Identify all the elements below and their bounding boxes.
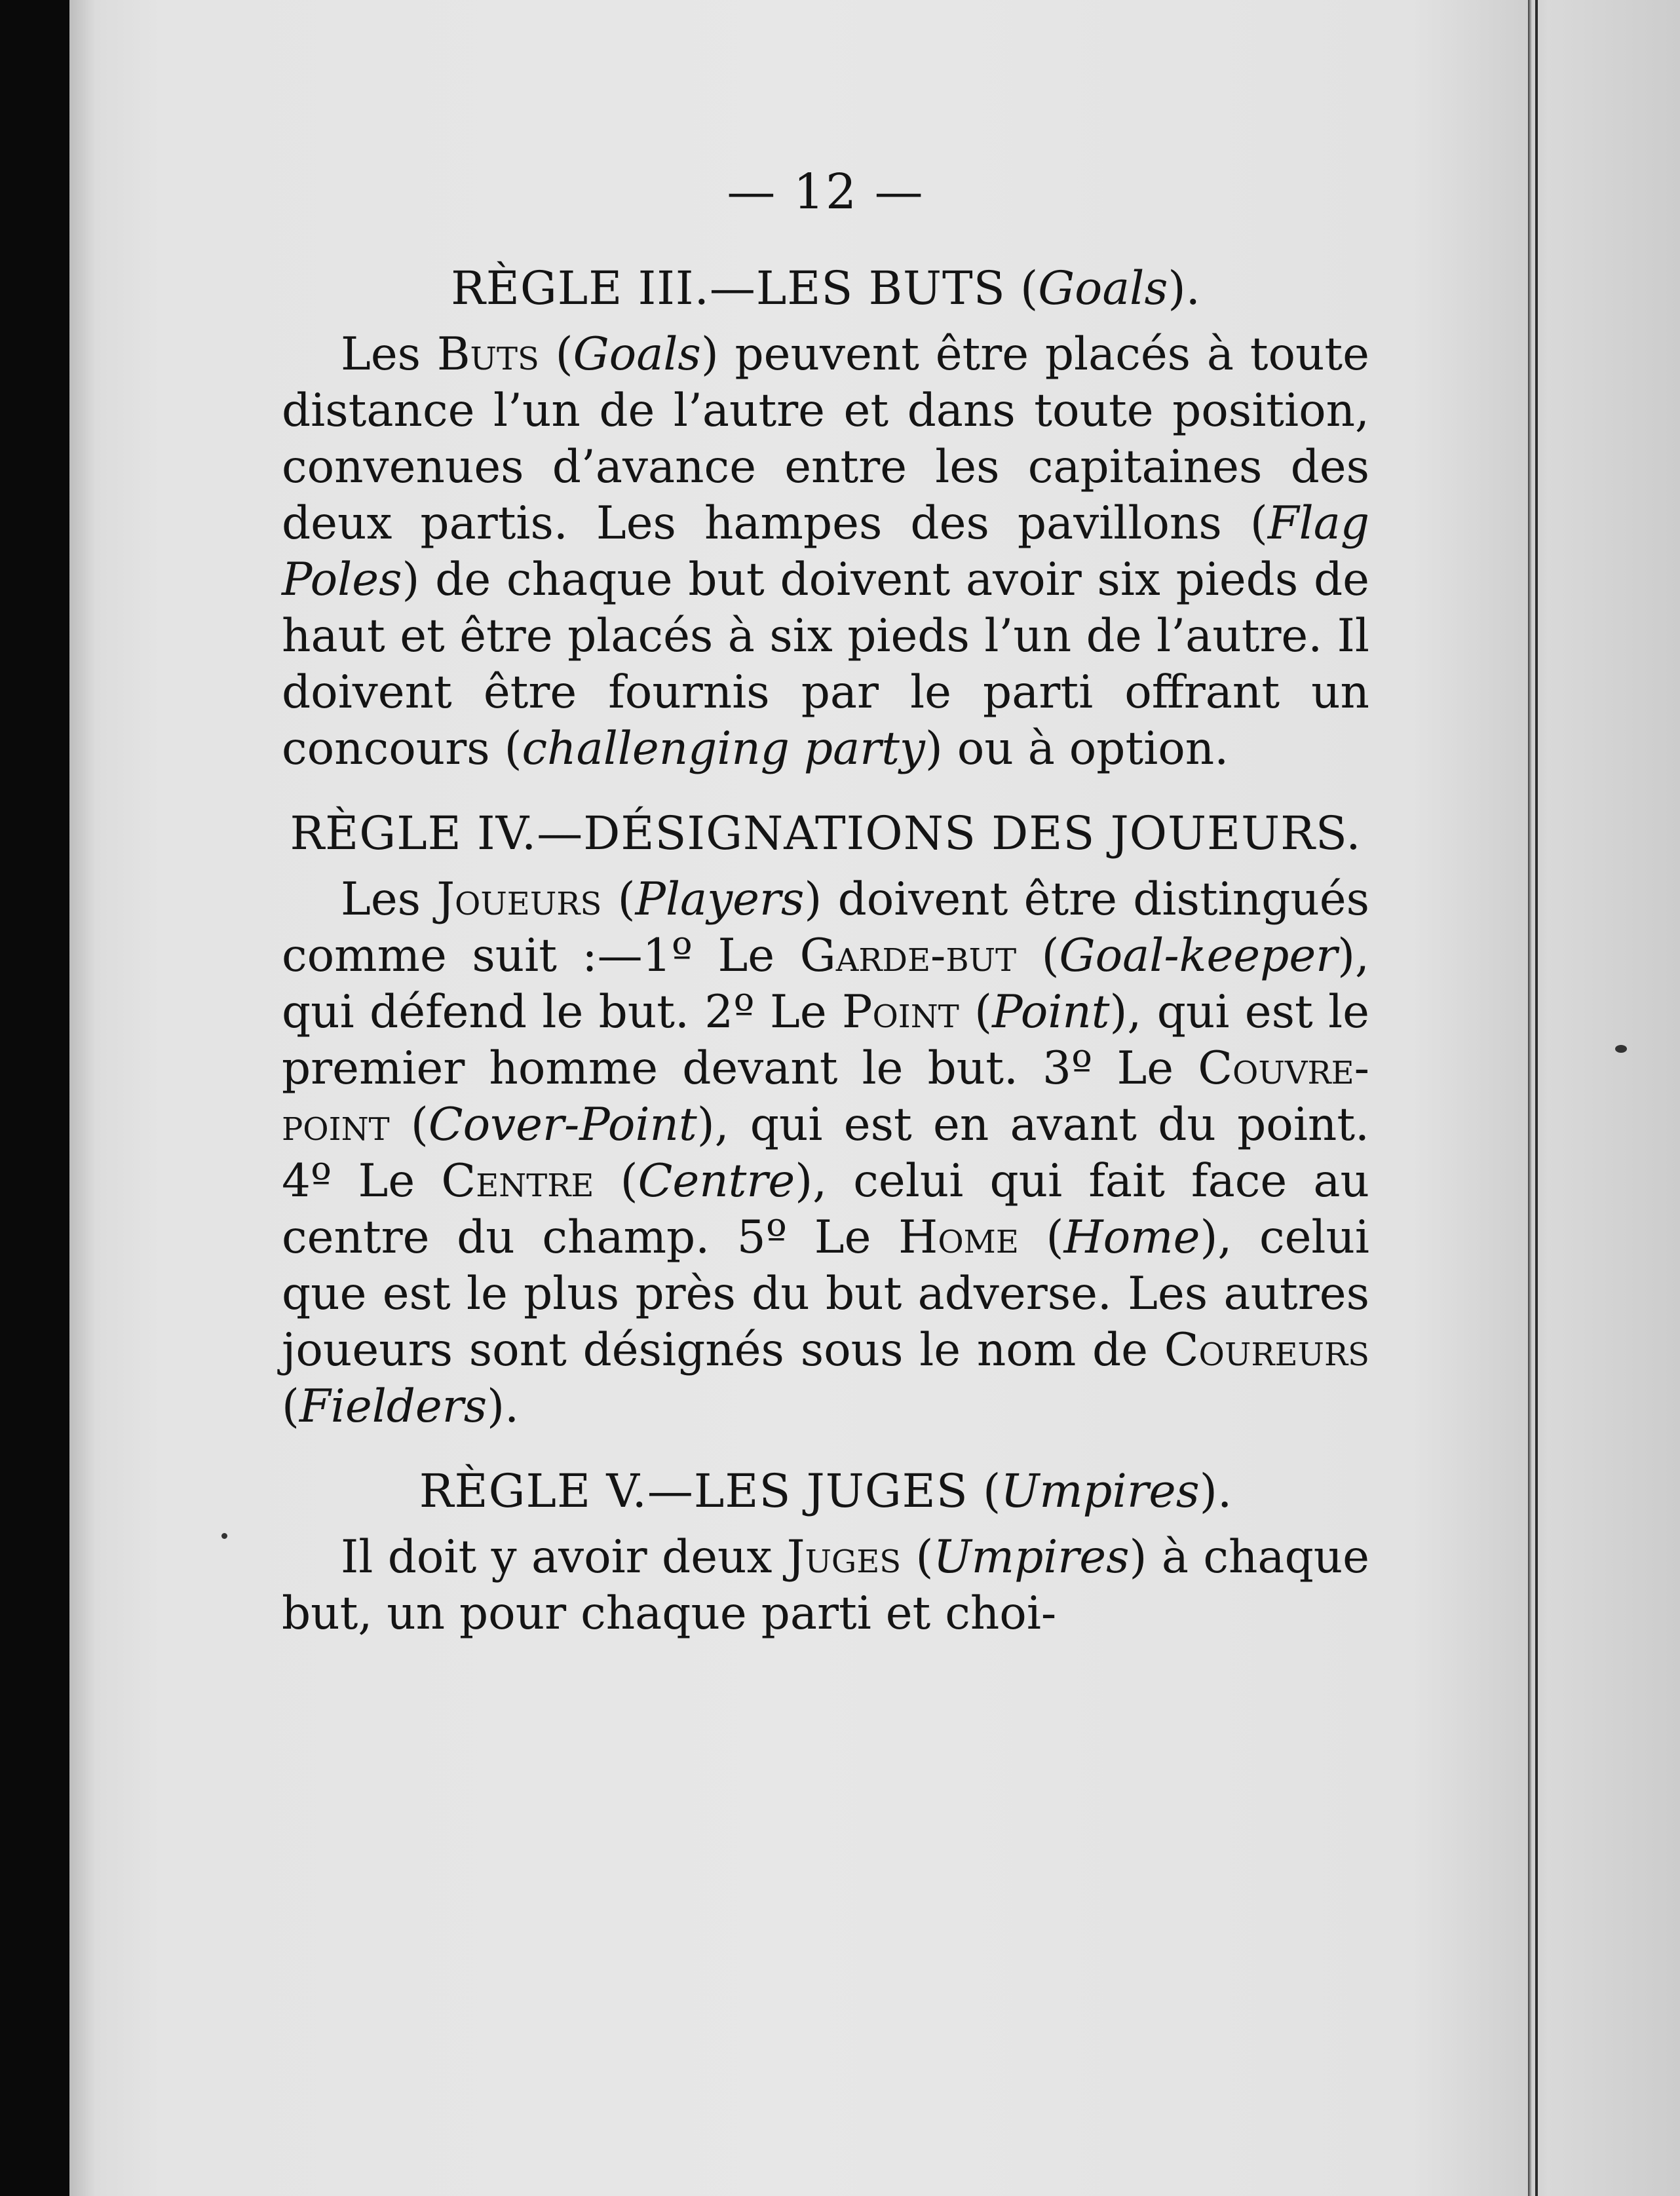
paragraph-text: (	[959, 986, 993, 1038]
defined-term: Garde-but	[799, 930, 1017, 982]
rule-paragraph	[282, 326, 1369, 777]
paragraph-text: ) ou à option.	[925, 723, 1229, 775]
paragraph-text: ) de chaque but doivent avoir six pieds de haut et être placés à six pieds l’un de l’autre. Il doivent être fournis par le parti offrant un concours (	[282, 554, 1369, 775]
paragraph-text: Les	[341, 328, 437, 381]
paragraph-text: (	[901, 1531, 934, 1583]
paragraph-text: Les	[341, 873, 437, 926]
defined-term: Buts	[436, 328, 539, 381]
page-content	[282, 164, 1369, 1669]
paragraph-text: ), celui qui fait face au centre du champ. 5º Le	[282, 1155, 1369, 1264]
english-term: Flag Poles	[282, 497, 1369, 606]
english-term: Home	[1063, 1211, 1200, 1264]
english-term: Centre	[638, 1155, 795, 1207]
english-term: Umpires	[933, 1531, 1130, 1583]
paragraph-text: ), qui défend le but. 2º Le	[282, 930, 1369, 1038]
rule-heading-label: RÈGLE V.—LES JUGES	[419, 1464, 968, 1518]
paragraph-text: (	[389, 1099, 429, 1151]
english-term: Cover-Point	[428, 1099, 697, 1151]
adjacent-page-edge	[1528, 0, 1680, 2196]
rule-heading: RÈGLE III.—LES BUTS (Goals).	[451, 261, 1200, 315]
english-term: Players	[635, 873, 805, 926]
english-term: Goals	[573, 328, 701, 381]
paragraph-text: (	[282, 1380, 299, 1433]
paragraph-text: ) doivent être distingués comme suit :—1º Le	[282, 873, 1369, 982]
english-term: Fielders	[299, 1380, 487, 1433]
rule-heading-english-term: Umpires	[1001, 1464, 1200, 1518]
rule-heading: RÈGLE V.—LES JUGES (Umpires).	[419, 1464, 1232, 1518]
paragraph-text: (	[1016, 930, 1060, 982]
ink-speck	[1615, 1045, 1627, 1053]
paragraph-text: (	[539, 328, 573, 381]
defined-term: Home	[898, 1211, 1019, 1264]
paragraph-text: (	[601, 873, 636, 926]
paragraph-text: ), qui est le premier homme devant le but. 3º Le	[282, 986, 1370, 1095]
rule-heading-label: RÈGLE III.—LES BUTS	[451, 261, 1006, 315]
rules-sections	[282, 259, 1369, 1642]
rule-paragraph	[282, 871, 1369, 1435]
paragraph-text: ), qui est en avant du point. 4º Le	[282, 1099, 1369, 1207]
defined-term: Centre	[441, 1155, 594, 1207]
english-term: Point	[992, 986, 1110, 1038]
rule-paragraph	[282, 1529, 1369, 1642]
ink-speck	[221, 1533, 227, 1539]
rule-heading-english-term: Goals	[1038, 261, 1168, 315]
paragraph-text: (	[1018, 1211, 1064, 1264]
english-term: challenging party	[522, 723, 925, 775]
defined-term: Point	[842, 986, 959, 1038]
rule-heading	[282, 805, 1369, 862]
paragraph-text: (	[594, 1155, 638, 1207]
paragraph-text: ).	[487, 1380, 520, 1433]
defined-term: Couvre-point	[282, 1042, 1369, 1151]
rule-heading-label: RÈGLE IV.—DÉSIGNATIONS DES JOUEURS.	[290, 806, 1362, 860]
defined-term: Juges	[786, 1531, 902, 1583]
paragraph-text: ) peuvent être placés à toute distance l’un de l’autre et dans toute position, convenues d’avance entre les capitaines des deux partis. Les hampes des pavillons (	[282, 328, 1369, 550]
english-term: Goal-keeper	[1059, 930, 1338, 982]
page-fold-line	[1535, 0, 1538, 2196]
defined-term: Coureurs	[1164, 1324, 1369, 1376]
defined-term: Joueurs	[436, 873, 602, 926]
page-number: — 12 —	[727, 164, 925, 220]
paragraph-text: ) à chaque but, un pour chaque parti et choi-	[282, 1531, 1370, 1640]
paragraph-text: ), celui que est le plus près du but adverse. Les autres joueurs sont désignés sous le nom de	[282, 1211, 1370, 1376]
paragraph-text: Il doit y avoir deux	[341, 1531, 787, 1583]
